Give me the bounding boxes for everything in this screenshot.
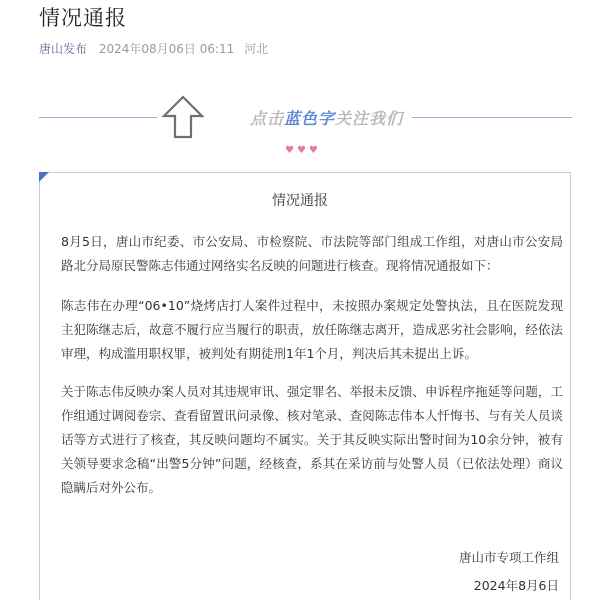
signature-org: 唐山市专项工作组 [458, 550, 559, 565]
notice-paragraph: 陈志伟在办理“06•10”烧烤店打人案件过程中，未按照办案规定处警执法，且在医院发现主犯陈继志后，故意不履行应当履行的职责，放任陈继志离开，造成恶劣社会影响，经依法审理，构成滥用职权罪，被判处有期徒刑1年1个月，判决后其未提出上诉。 [61, 298, 563, 361]
signature-date: 2024年8月6日 [473, 578, 559, 593]
up-arrow-icon [160, 94, 206, 140]
hearts-decoration: ♥♥♥ [285, 145, 321, 156]
follow-text-before: 点击 [250, 109, 285, 128]
follow-text-highlight: 蓝色字 [284, 109, 336, 128]
follow-banner-text[interactable] [250, 106, 403, 129]
banner-divider-right [412, 117, 572, 118]
account-name-link[interactable]: 唐山发布 [39, 42, 88, 56]
publish-location: 河北 [244, 42, 269, 56]
article-title: 情况通报 [39, 6, 127, 30]
follow-text-after: 关注我们 [335, 109, 404, 128]
notice-paragraph: 关于陈志伟反映办案人员对其违规审讯、强定罪名、举报未反馈、申诉程序拖延等问题，工作组通过调阅卷宗、查看留置讯问录像、核对笔录、查阅陈志伟本人忏悔书、与有关人员谈话等方式进行了核查，其反映问题均不属实。关于其反映实际出警时间为10余分钟，被有关领导要求念稿“出警5分钟”问题，经核查，系其在采访前与处警人员（已依法处理）商议隐瞒后对外公布。 [61, 384, 563, 495]
banner-divider-left [39, 117, 157, 118]
notice-paragraph: 8月5日，唐山市纪委、市公安局、市检察院、市法院等部门组成工作组，对唐山市公安局路北分局原民警陈志伟通过网络实名反映的问题进行核查。现将情况通报如下： [61, 234, 563, 273]
publish-time: 2024年08月06日 06:11 [98, 42, 235, 56]
article-meta [39, 40, 268, 57]
corner-decoration [39, 172, 49, 182]
notice-title: 情况通报 [272, 193, 328, 209]
